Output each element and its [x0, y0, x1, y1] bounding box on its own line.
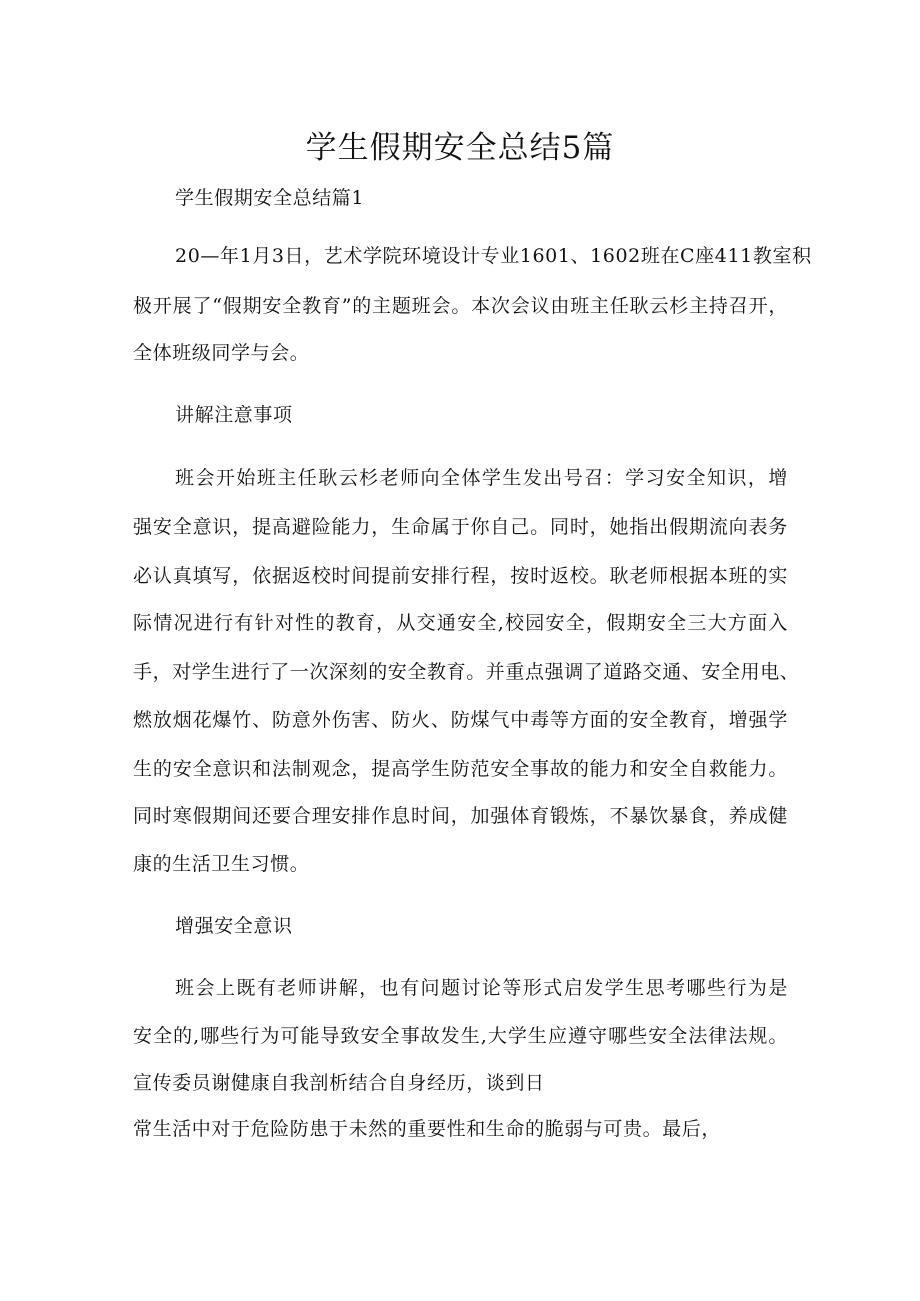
section-heading: 讲解注意事项 — [175, 404, 293, 426]
paragraph-line: 必认真填写，依据返校时间提前安排行程，按时返校。耿老师根据本班的实 — [133, 565, 788, 587]
paragraph-line: 手，对学生进行了一次深刻的安全教育。并重点强调了道路交通、安全用电、 — [133, 661, 800, 683]
paragraph-line: 燃放烟花爆竹、防意外伤害、防火、防煤气中毒等方面的安全教育，增强学 — [133, 709, 788, 731]
paragraph-line: 际情况进行有针对性的教育，从交通安全,校园安全，假期安全三大方面入 — [133, 612, 788, 634]
paragraph-line: 强安全意识，提高避险能力，生命属于你自己。同时，她指出假期流向表务 — [133, 516, 788, 538]
paragraph-line: 安全的,哪些行为可能导致安全事故发生,大学生应遵守哪些安全法律法规。 — [133, 1025, 788, 1047]
section-heading: 增强安全意识 — [175, 915, 293, 937]
section-subtitle: 学生假期安全总结篇1 — [175, 187, 365, 209]
paragraph-line: 班会上既有老师讲解，也有问题讨论等形式启发学生思考哪些行为是 — [175, 977, 788, 999]
paragraph-line: 康的生活卫生习惯。 — [133, 853, 310, 875]
paragraph-line: 常生活中对于危险防患于未然的重要性和生命的脆弱与可贵。最后， — [133, 1118, 722, 1140]
paragraph-line: 同时寒假期间还要合理安排作息时间，加强体育锻炼，不暴饮暴食，养成健 — [133, 805, 788, 827]
paragraph-line: 极开展了“假期安全教育”的主题班会。本次会议由班主任耿云杉主持召开， — [133, 295, 788, 317]
paragraph-line: 生的安全意识和法制观念，提高学生防范安全事故的能力和安全自救能力。 — [133, 758, 788, 780]
paragraph-line: 班会开始班主任耿云杉老师向全体学生发出号召：学习安全知识，增 — [175, 467, 788, 489]
paragraph-line: 宣传委员谢健康自我剖析结合自身经历，谈到日 — [133, 1072, 545, 1094]
paragraph-line: 全体班级同学与会。 — [133, 342, 310, 364]
paragraph-line: 20—年1月3日，艺术学院环境设计专业1601、1602班在C座411教室积 — [175, 245, 812, 267]
document-title: 学生假期安全总结5篇 — [305, 130, 615, 166]
